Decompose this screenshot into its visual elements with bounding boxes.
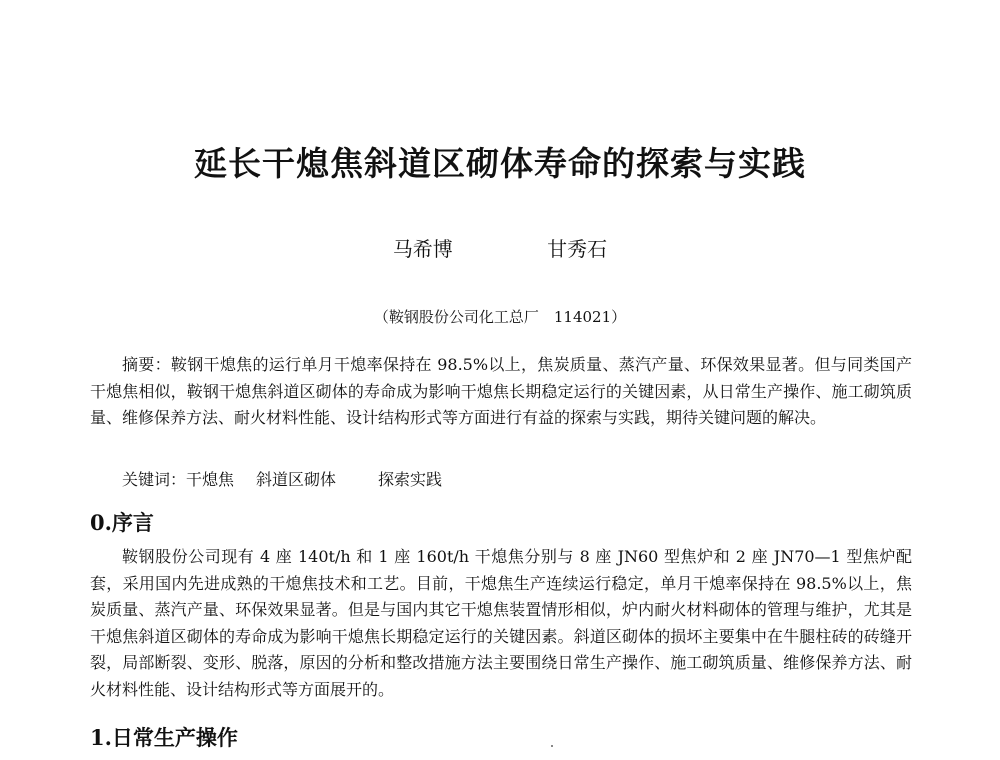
keywords-label: 关键词： [122, 470, 187, 489]
author-name: 马希博 [392, 237, 453, 261]
affiliation: （鞍钢股份公司化工总厂 114021） [373, 308, 627, 326]
paper-title: 延长干熄焦斜道区砌体寿命的探索与实践 [194, 144, 806, 183]
keyword-item: 斜道区砌体 [256, 470, 337, 489]
section-heading: 1.日常生产操作 [90, 725, 238, 750]
abstract-paragraph: 摘要：鞍钢干熄焦的运行单月干熄率保持在 98.5%以上，焦炭质量、蒸汽产量、环保效果显著。但与同类国产干熄焦相似，鞍钢干熄焦斜道区砌体的寿命成为影响干熄焦长期稳定运行的关键因素，从日常生产操作、施工砌筑质量、维修保养方法、耐火材料性能、设计结构形式等方面进行有益的探索与实践，期待关键问题的解决。 [90, 355, 912, 427]
section-heading: 0.序言 [90, 510, 154, 535]
keywords-line [122, 467, 464, 490]
scan-speck [551, 745, 553, 747]
keyword-item: 干熄焦 [186, 470, 235, 489]
author-list [0, 233, 1000, 262]
keyword-item: 探索实践 [378, 470, 443, 489]
author-name: 甘秀石 [547, 237, 608, 261]
section-paragraph: 鞍钢股份公司现有 4 座 140t/h 和 1 座 160t/h 干熄焦分别与 8 座 JN60 型焦炉和 2 座 JN70—1 型焦炉配套，采用国内先进成熟的干熄焦技术和工艺。目前，干熄焦生产连续运行稳定，单月干熄率保持在 98.5%以上，焦炭质量、蒸汽产量、环保效果显著。但是与国内其它干熄焦装置情形相似，炉内耐火材料砌体的管理与维护，尤其是干熄焦斜道区砌体的寿命成为影响干熄焦长期稳定运行的关键因素。斜道区砌体的损坏主要集中在牛腿柱砖的砖缝开裂，局部断裂、变形、脱落，原因的分析和整改措施方法主要围绕日常生产操作、施工砌筑质量、维修保养方法、耐火材料性能、设计结构形式等方面展开的。 [90, 547, 912, 699]
